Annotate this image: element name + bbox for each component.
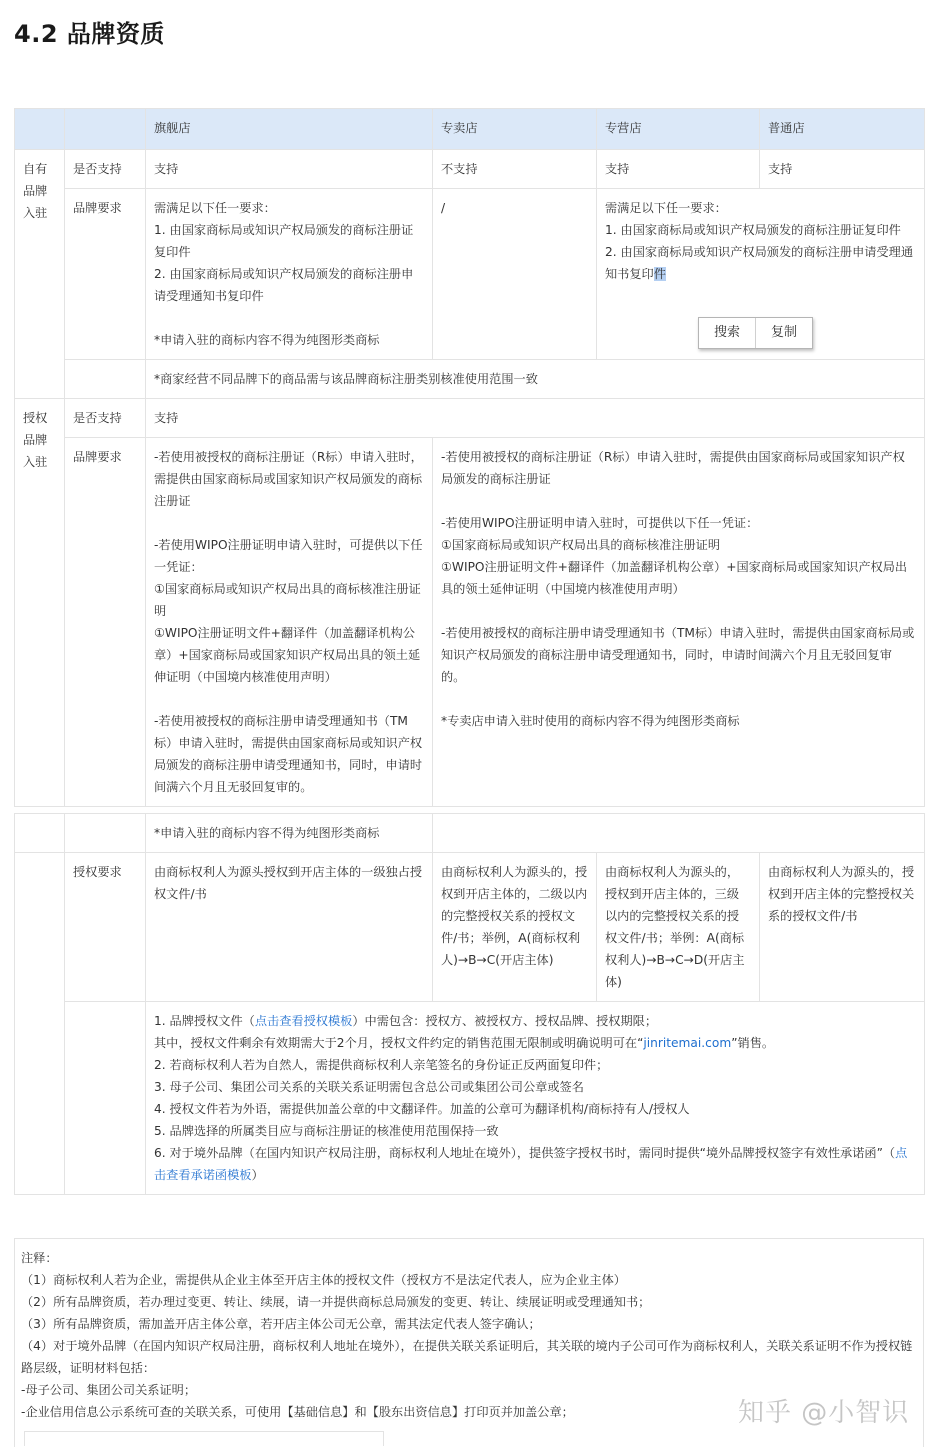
table-row [15, 438, 925, 807]
cell-auth-flagship-note: *申请入驻的商标内容不得为纯图形类商标 [146, 814, 433, 853]
row-label-auth-req: 授权要求 [65, 853, 146, 1002]
cell-auth-notes [146, 1002, 925, 1195]
auth-note-1: 1. 品牌授权文件（点击查看授权模板）中需包含：授权方、被授权方、授权品牌、授权期限； [154, 1014, 658, 1028]
auth-note-4: 4. 授权文件若为外语，需提供加盖公章的中文翻译件。加盖的公章可为翻译机构/商标持有人/授权人 [154, 1102, 690, 1116]
cell-support-specialty: 支持 [597, 150, 760, 189]
header-empty-2 [65, 109, 146, 150]
auth-note-5: 5. 品牌选择的所属类目应与商标注册证的核准使用范围保持一致 [154, 1124, 499, 1138]
header-ordinary: 普通店 [760, 109, 925, 150]
empty-cell [65, 1002, 146, 1195]
notes-heading: 注释： [21, 1251, 58, 1265]
cell-support-ordinary: 支持 [760, 150, 925, 189]
note-item: （1）商标权利人若为企业，需提供从企业主体至开店主体的授权文件（授权方不是法定代表人，应为企业主体） [21, 1273, 626, 1287]
category-authorized-brand: 授权 品牌 入驻 [15, 399, 65, 807]
specialty-req-text: 需满足以下任一要求： 1. 由国家商标局或知识产权局颁发的商标注册证复印件 2. 由国家商标局或知识产权局颁发的商标注册申请受理通知书复印 [605, 201, 914, 281]
copy-button[interactable]: 复制 [770, 325, 797, 340]
category-own-brand: 自有 品牌 入驻 [15, 150, 65, 399]
header-empty-1 [15, 109, 65, 150]
header-flagship: 旗舰店 [146, 109, 433, 150]
page-title: 4.2 品牌资质 [14, 20, 165, 48]
table-row [15, 150, 925, 189]
cell-auth-req-flagship: -若使用被授权的商标注册证（R标）申请入驻时，需提供由国家商标局或国家知识产权局颁发的商标注册证 -若使用WIPO注册证明申请入驻时，可提供以下任一凭证： ①国家商标局或知识产权局出具的商标核准注册证明 ①WIPO注册证明文件+翻译件（加盖翻译机构公章）+国家商标局或国家知识产权局出具的领土延伸证明（中国境内核准使用声明） -若使用被授权的商标注册申请受理通知书（TM标）申请入驻时，需提供由国家商标局或知识产权局颁发的商标注册申请受理通知书，同时，申请时间满六个月且无驳回复审的。 [146, 438, 433, 807]
empty-cell [15, 814, 65, 853]
row-label-support: 是否支持 [65, 399, 146, 438]
table-row [15, 814, 925, 853]
cell-req-flagship: 需满足以下任一要求： 1. 由国家商标局或知识产权局颁发的商标注册证复印件 2. 由国家商标局或知识产权局颁发的商标注册申请受理通知书复印件 *申请入驻的商标内容不得为纯图形类商标 [146, 189, 433, 360]
note-item: （2）所有品牌资质，若办理过变更、转让、续展，请一并提供商标总局颁发的变更、转让、续展证明或受理通知书； [21, 1295, 651, 1309]
cell-support-flagship: 支持 [146, 150, 433, 189]
table-header-row [15, 109, 925, 150]
embedded-box [24, 1431, 384, 1446]
note-item: -母子公司、集团公司关系证明； [21, 1383, 197, 1397]
cell-auth-req-others: -若使用被授权的商标注册证（R标）申请入驻时，需提供由国家商标局或国家知识产权局颁发的商标注册证 -若使用WIPO注册证明申请入驻时，可提供以下任一凭证： ①国家商标局或知识产权局出具的商标核准注册证明 ①WIPO注册证明文件+翻译件（加盖翻译机构公章）+国家商标局或国家知识产权局出具的领土延伸证明（中国境内核准使用声明） -若使用被授权的商标注册申请受理通知书（TM标）申请入驻时，需提供由国家商标局或知识产权局颁发的商标注册申请受理通知书，同时，申请时间满六个月且无驳回复审的。 *专卖店申请入驻时使用的商标内容不得为纯图形类商标 [433, 438, 925, 807]
cell-req-exclusive: / [433, 189, 597, 360]
auth-note-1b: 其中，授权文件剩余有效期需大于2个月，授权文件约定的销售范围无限制或明确说明可在“jinritemai.com”销售。 [154, 1036, 775, 1050]
auth-note-6: 6. 对于境外品牌（在国内知识产权局注册，商标权利人地址在境外），提供签字授权书时，需同时提供“境外品牌授权签字有效性承诺函”（点击查看承诺函模板） [154, 1146, 908, 1182]
cell-auth-ordinary: 由商标权利人为源头的，授权到开店主体的完整授权关系的授权文件/书 [760, 853, 925, 1002]
brand-qualification-table [14, 108, 925, 1195]
selected-text[interactable]: 件 [653, 267, 666, 281]
row-label-brand-req: 品牌要求 [65, 189, 146, 360]
cell-auth-specialty: 由商标权利人为源头的，授权到开店主体的，三级以内的完整授权关系的授权文件/书；举例：A(商标权利人)→B→C→D(开店主体) [597, 853, 760, 1002]
note-item: （4）对于境外品牌（在国内知识产权局注册，商标权利人地址在境外），在提供关联关系证明后，其关联的境内子公司可作为商标权利人，关联关系证明不作为授权链路层级，证明材料包括： [21, 1339, 913, 1375]
search-button[interactable]: 搜索 [713, 325, 740, 340]
cell-auth-exclusive: 由商标权利人为源头的，授权到开店主体的，二级以内的完整授权关系的授权文件/书；举例，A(商标权利人)→B→C(开店主体) [433, 853, 597, 1002]
commitment-template-link[interactable]: 点击查看承诺函模板 [154, 1146, 908, 1182]
table-row [15, 360, 925, 399]
auth-note-3: 3. 母子公司、集团公司关系的关联关系证明需包含总公司或集团公司公章或签名 [154, 1080, 584, 1094]
cell-own-brand-note: *商家经营不同品牌下的商品需与该品牌商标注册类别核准使用范围一致 [146, 360, 925, 399]
cell-auth-flagship: 由商标权利人为源头授权到开店主体的一级独占授权文件/书 [146, 853, 433, 1002]
table-row [15, 1002, 925, 1195]
row-break [15, 807, 925, 814]
row-label-brand-req: 品牌要求 [65, 438, 146, 807]
table-row [15, 853, 925, 1002]
note-item: （3）所有品牌资质，需加盖开店主体公章，若开店主体公司无公章，需其法定代表人签字确认； [21, 1317, 541, 1331]
jinritemai-link[interactable]: jinritemai.com [643, 1036, 732, 1050]
header-specialty: 专营店 [597, 109, 760, 150]
empty-cell [65, 360, 146, 399]
watermark: 知乎 @小智识 [738, 1398, 910, 1428]
empty-cell [15, 853, 65, 1195]
header-exclusive: 专卖店 [433, 109, 597, 150]
row-label-support: 是否支持 [65, 150, 146, 189]
auth-template-link[interactable]: 点击查看授权模板 [254, 1014, 353, 1028]
note-item: -企业信用信息公示系统可查的关联关系，可使用【基础信息】和【股东出资信息】打印页并加盖公章； [21, 1405, 574, 1419]
table-row [15, 399, 925, 438]
selection-popup [698, 317, 813, 349]
cell-auth-support: 支持 [146, 399, 925, 438]
table-row [15, 807, 925, 814]
empty-cell [433, 814, 925, 853]
auth-note-2: 2. 若商标权利人若为自然人，需提供商标权利人亲笔签名的身份证正反两面复印件； [154, 1058, 609, 1072]
empty-cell [65, 814, 146, 853]
cell-support-exclusive: 不支持 [433, 150, 597, 189]
